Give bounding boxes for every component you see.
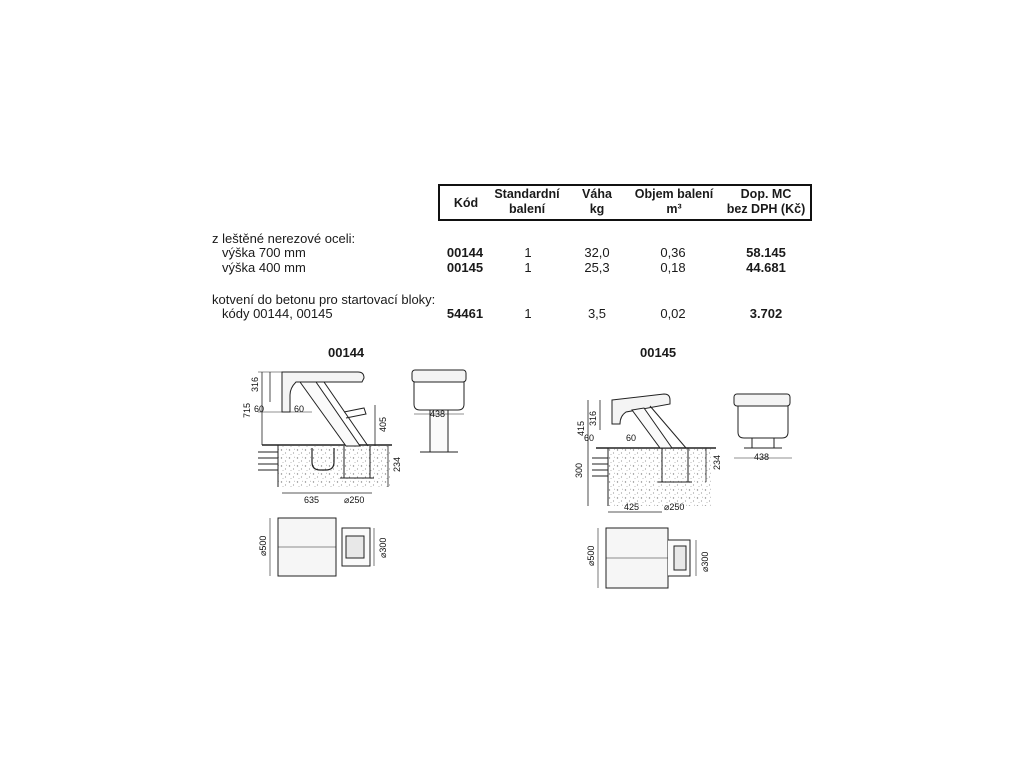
dim-label: 60 bbox=[584, 433, 595, 443]
row-baleni: 1 bbox=[524, 245, 532, 260]
dim-label: ⌀250 bbox=[664, 502, 685, 512]
dim-label: ⌀250 bbox=[344, 495, 365, 505]
row-label: výška 400 mm bbox=[222, 260, 306, 275]
dim-label: 316 bbox=[588, 410, 598, 426]
row-kod: 00144 bbox=[446, 245, 484, 260]
row-label: kódy 00144, 00145 bbox=[222, 306, 333, 321]
dim-label: 60 bbox=[626, 433, 637, 443]
row-vaha: 25,3 bbox=[584, 260, 610, 275]
row-baleni: 1 bbox=[524, 260, 532, 275]
drawing-title-right: 00145 bbox=[640, 345, 677, 360]
header-cena-1: Dop. MC bbox=[740, 187, 792, 201]
dim-label: 234 bbox=[712, 454, 722, 470]
dim-label: 715 bbox=[242, 402, 252, 418]
dim-label: 405 bbox=[378, 416, 388, 432]
group-label-steel: z leštěné nerezové oceli: bbox=[212, 231, 356, 246]
header-objem-1: Objem balení bbox=[634, 187, 714, 201]
drawing-title-left: 00144 bbox=[328, 345, 365, 360]
dim-label: 425 bbox=[624, 502, 640, 512]
header-standard-1: Standardní bbox=[494, 187, 560, 201]
row-kod: 54461 bbox=[446, 306, 484, 321]
dim-label: 60 bbox=[254, 404, 265, 414]
row-objem: 0,36 bbox=[660, 245, 686, 260]
row-cena: 3.702 bbox=[749, 306, 783, 321]
dim-label: 635 bbox=[304, 495, 320, 505]
group-label-anchor: kotvení do betonu pro startovací bloky: bbox=[212, 292, 436, 307]
header-vaha-2: kg bbox=[589, 202, 605, 216]
drawing-00144-top-view bbox=[270, 518, 374, 576]
dim-label: ⌀300 bbox=[378, 537, 388, 558]
dim-label: ⌀500 bbox=[258, 535, 268, 556]
dim-label: 438 bbox=[754, 452, 770, 462]
row-vaha: 3,5 bbox=[587, 306, 607, 321]
row-objem: 0,18 bbox=[660, 260, 686, 275]
dim-label: 415 bbox=[576, 420, 586, 436]
row-baleni: 1 bbox=[524, 306, 532, 321]
row-objem: 0,02 bbox=[660, 306, 686, 321]
row-vaha: 32,0 bbox=[584, 245, 610, 260]
drawing-00145-side-view bbox=[588, 394, 716, 512]
row-cena: 44.681 bbox=[746, 260, 786, 275]
row-cena: 58.145 bbox=[746, 245, 786, 260]
dim-label: 60 bbox=[294, 404, 305, 414]
header-vaha-1: Váha bbox=[582, 187, 612, 201]
drawing-00144-side-view bbox=[258, 372, 392, 493]
header-kod: Kód bbox=[453, 196, 479, 210]
dim-label: ⌀300 bbox=[700, 551, 710, 572]
row-label: výška 700 mm bbox=[222, 245, 306, 260]
drawing-00145-front-view bbox=[734, 394, 792, 458]
dim-label: 300 bbox=[574, 462, 584, 478]
drawing-00145-top-view bbox=[598, 528, 696, 588]
dim-label: 316 bbox=[250, 376, 260, 392]
dim-label: 234 bbox=[392, 456, 402, 472]
header-standard-2: balení bbox=[508, 202, 546, 216]
row-kod: 00145 bbox=[446, 260, 484, 275]
header-objem-2: m³ bbox=[666, 202, 682, 216]
dim-label: 438 bbox=[430, 409, 446, 419]
header-cena-2: bez DPH (Kč) bbox=[726, 202, 806, 216]
dim-label: ⌀500 bbox=[586, 545, 596, 566]
